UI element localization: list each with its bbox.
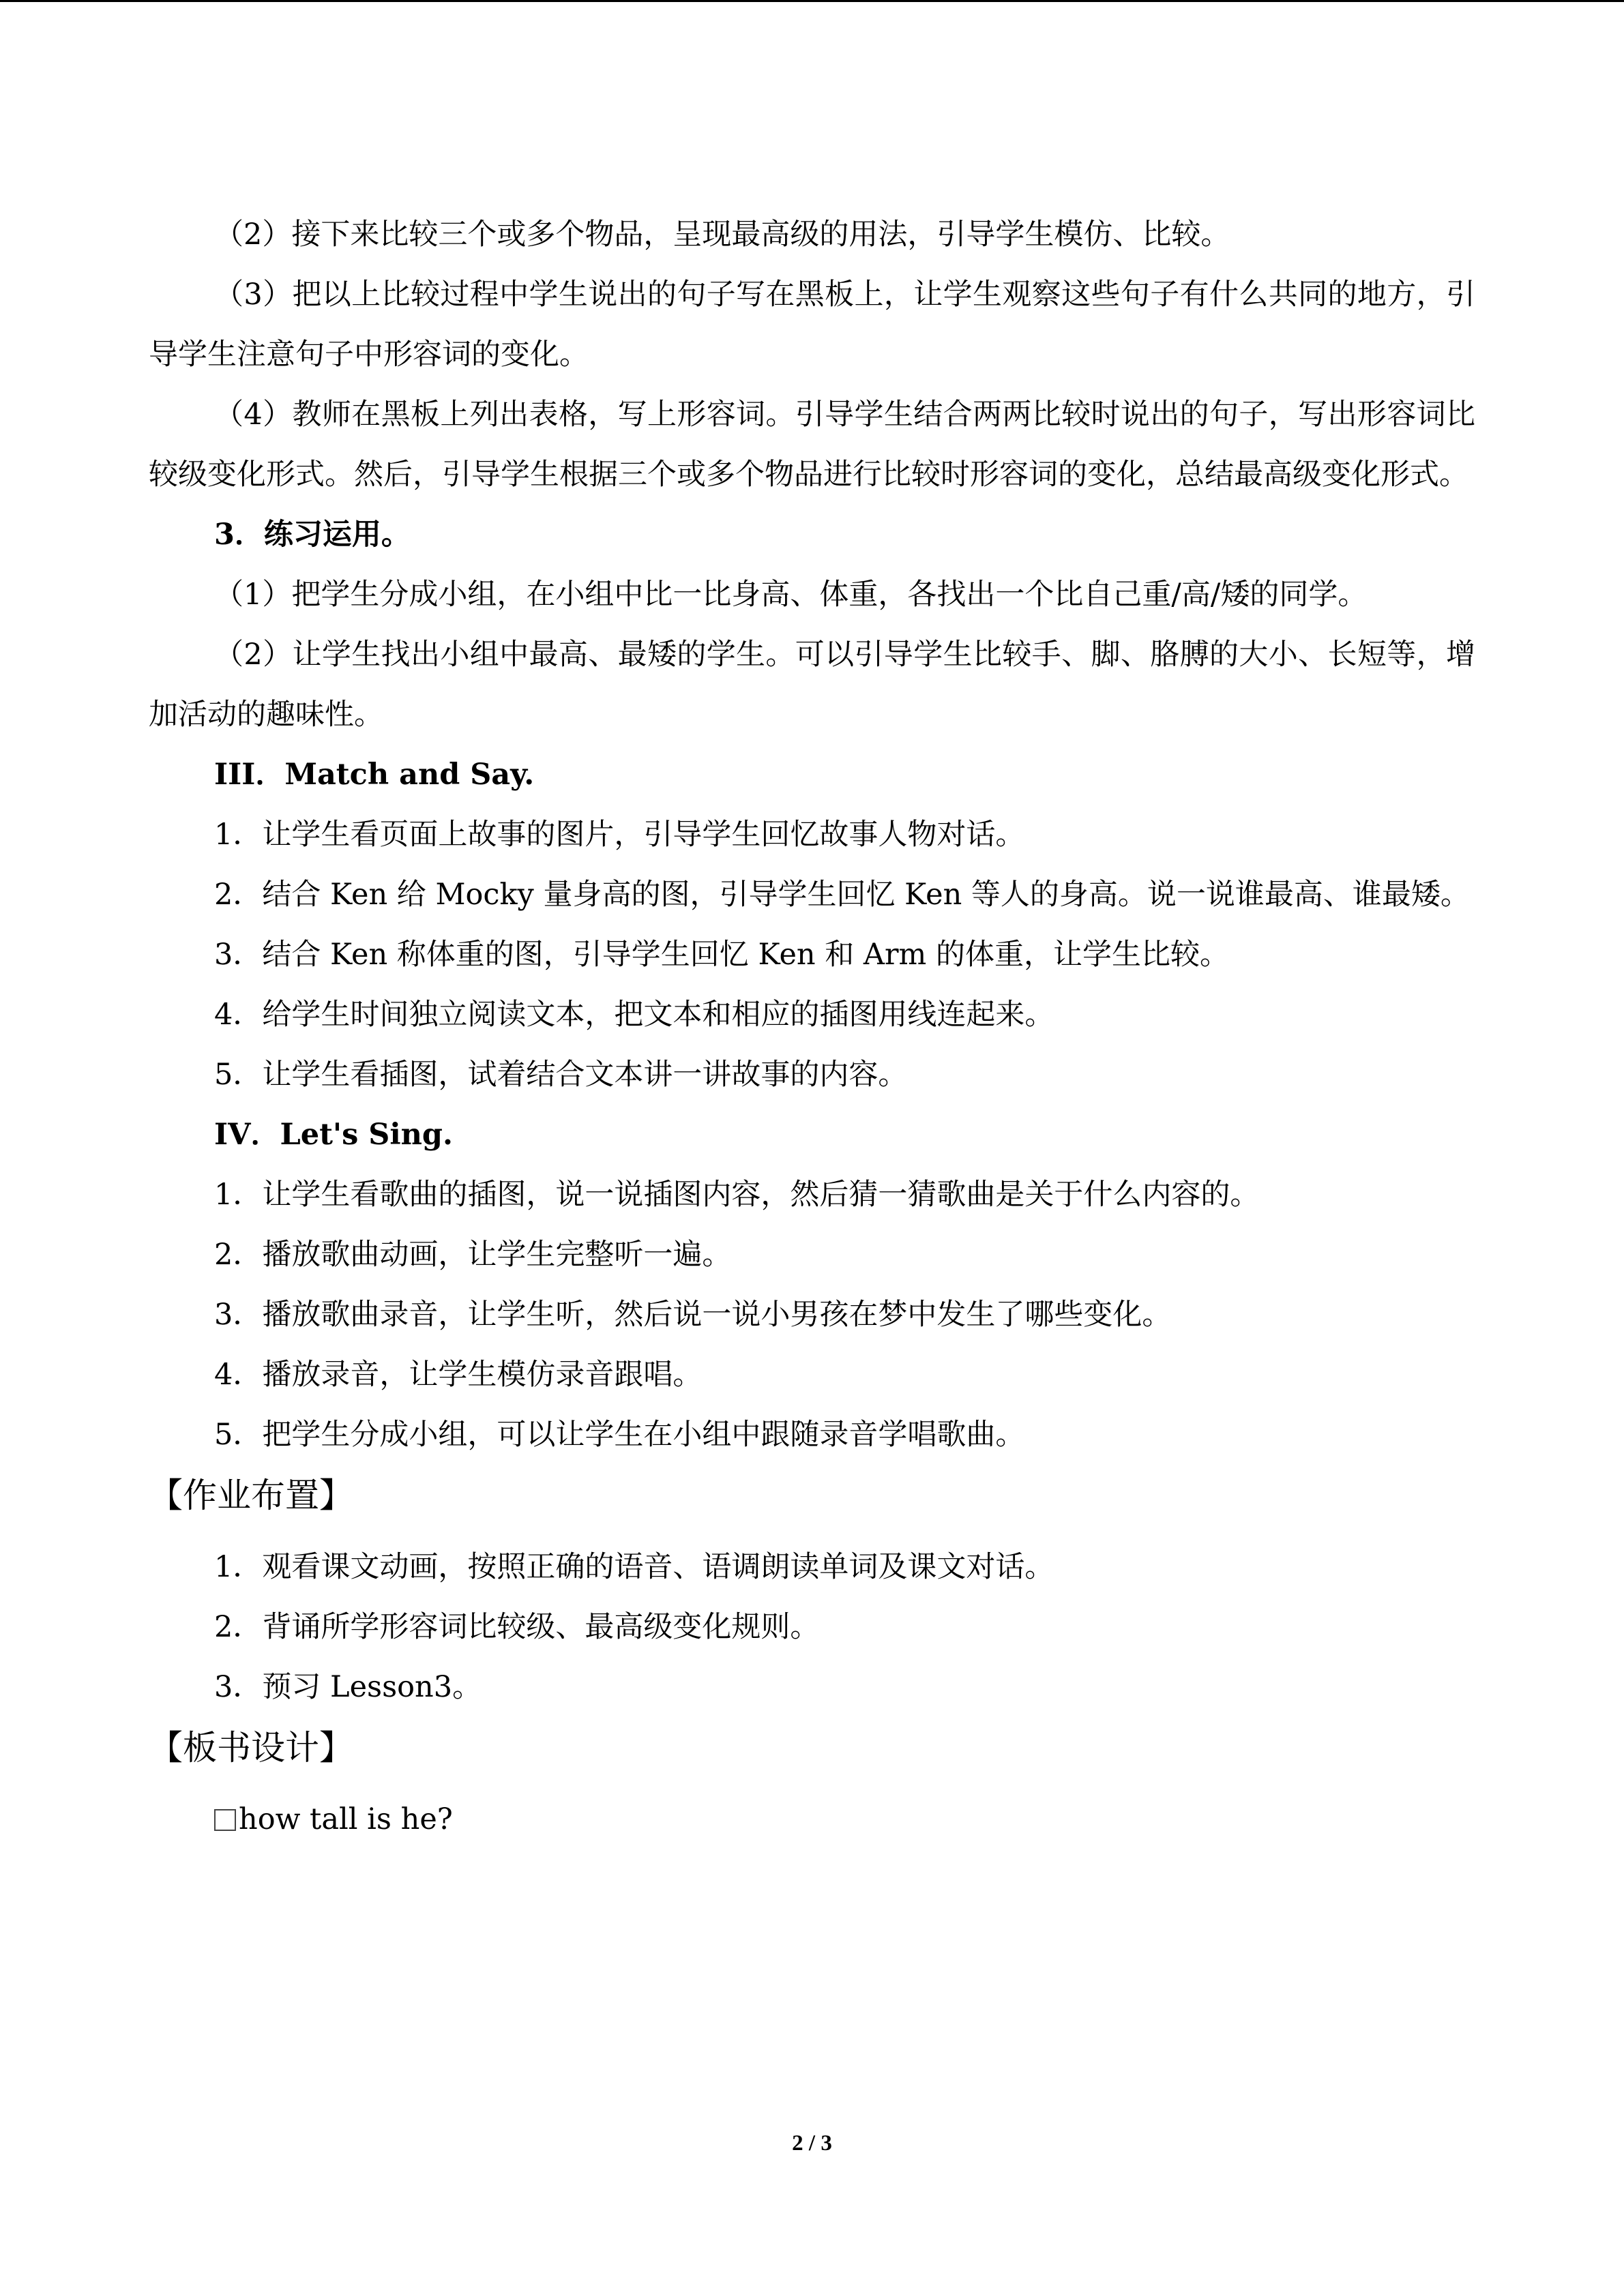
match-say-item-1: 1．让学生看页面上故事的图片，引导学生回忆故事人物对话。 [214,818,1025,852]
match-say-item-3: 3．结合 Ken 称体重的图，引导学生回忆 Ken 和 Arm 的体重，让学生比较。 [214,938,1229,972]
lets-sing-heading: IV．Let's Sing. [214,1118,453,1152]
match-say-heading: III．Match and Say. [214,758,535,792]
lets-sing-item-3: 3．播放歌曲录音，让学生听，然后说一说小男孩在梦中发生了哪些变化。 [214,1298,1172,1332]
match-say-item-5: 5．让学生看插图，试着结合文本讲一讲故事的内容。 [214,1058,908,1092]
lets-sing-item-4: 4．播放录音，让学生模仿录音跟唱。 [214,1358,703,1392]
page-number: 2 / 3 [792,2131,832,2156]
top-border-line [0,0,1624,2]
homework-item-3: 3．预习 Lesson3。 [214,1670,482,1704]
board-design-heading: 【板书设计】 [149,1728,353,1768]
paragraph-step-4: （4）教师在黑板上列出表格，写上形容词。引导学生结合两两比较时说出的句子，写出形容词比较级变化形式。然后，引导学生根据三个或多个物品进行比较时形容词的变化，总结最高级变化形式。 [149,398,1475,492]
paragraph-step-3: （3）把以上比较过程中学生说出的句子写在黑板上，让学生观察这些句子有什么共同的地方，引导学生注意句子中形容词的变化。 [149,278,1475,372]
homework-heading: 【作业布置】 [149,1476,353,1515]
checkbox-icon [214,1809,236,1831]
document-body [149,205,1475,1849]
board-line-text: how tall is he? [239,1802,453,1836]
lets-sing-item-5: 5．把学生分成小组，可以让学生在小组中跟随录音学唱歌曲。 [214,1418,1025,1452]
match-say-item-2: 2．结合 Ken 给 Mocky 量身高的图，引导学生回忆 Ken 等人的身高。说一说谁最高、谁最矮。 [214,878,1470,912]
paragraph-step-2: （2）接下来比较三个或多个物品，呈现最高级的用法，引导学生模仿、比较。 [214,218,1230,252]
practice-heading: 3．练习运用。 [214,518,411,552]
lets-sing-item-2: 2．播放歌曲动画，让学生完整听一遍。 [214,1238,732,1272]
homework-item-2: 2．背诵所学形容词比较级、最高级变化规则。 [214,1610,820,1644]
lets-sing-item-1: 1．让学生看歌曲的插图，说一说插图内容，然后猜一猜歌曲是关于什么内容的。 [214,1178,1260,1212]
practice-item-2: （2）让学生找出小组中最高、最矮的学生。可以引导学生比较手、脚、胳膊的大小、长短等，增加活动的趣味性。 [149,638,1475,732]
homework-item-1: 1．观看课文动画，按照正确的语音、语调朗读单词及课文对话。 [214,1550,1054,1584]
practice-item-1: （1）把学生分成小组，在小组中比一比身高、体重，各找出一个比自己重/高/矮的同学。 [214,578,1368,612]
match-say-item-4: 4．给学生时间独立阅读文本，把文本和相应的插图用线连起来。 [214,998,1054,1032]
board-line [149,1789,1475,1849]
